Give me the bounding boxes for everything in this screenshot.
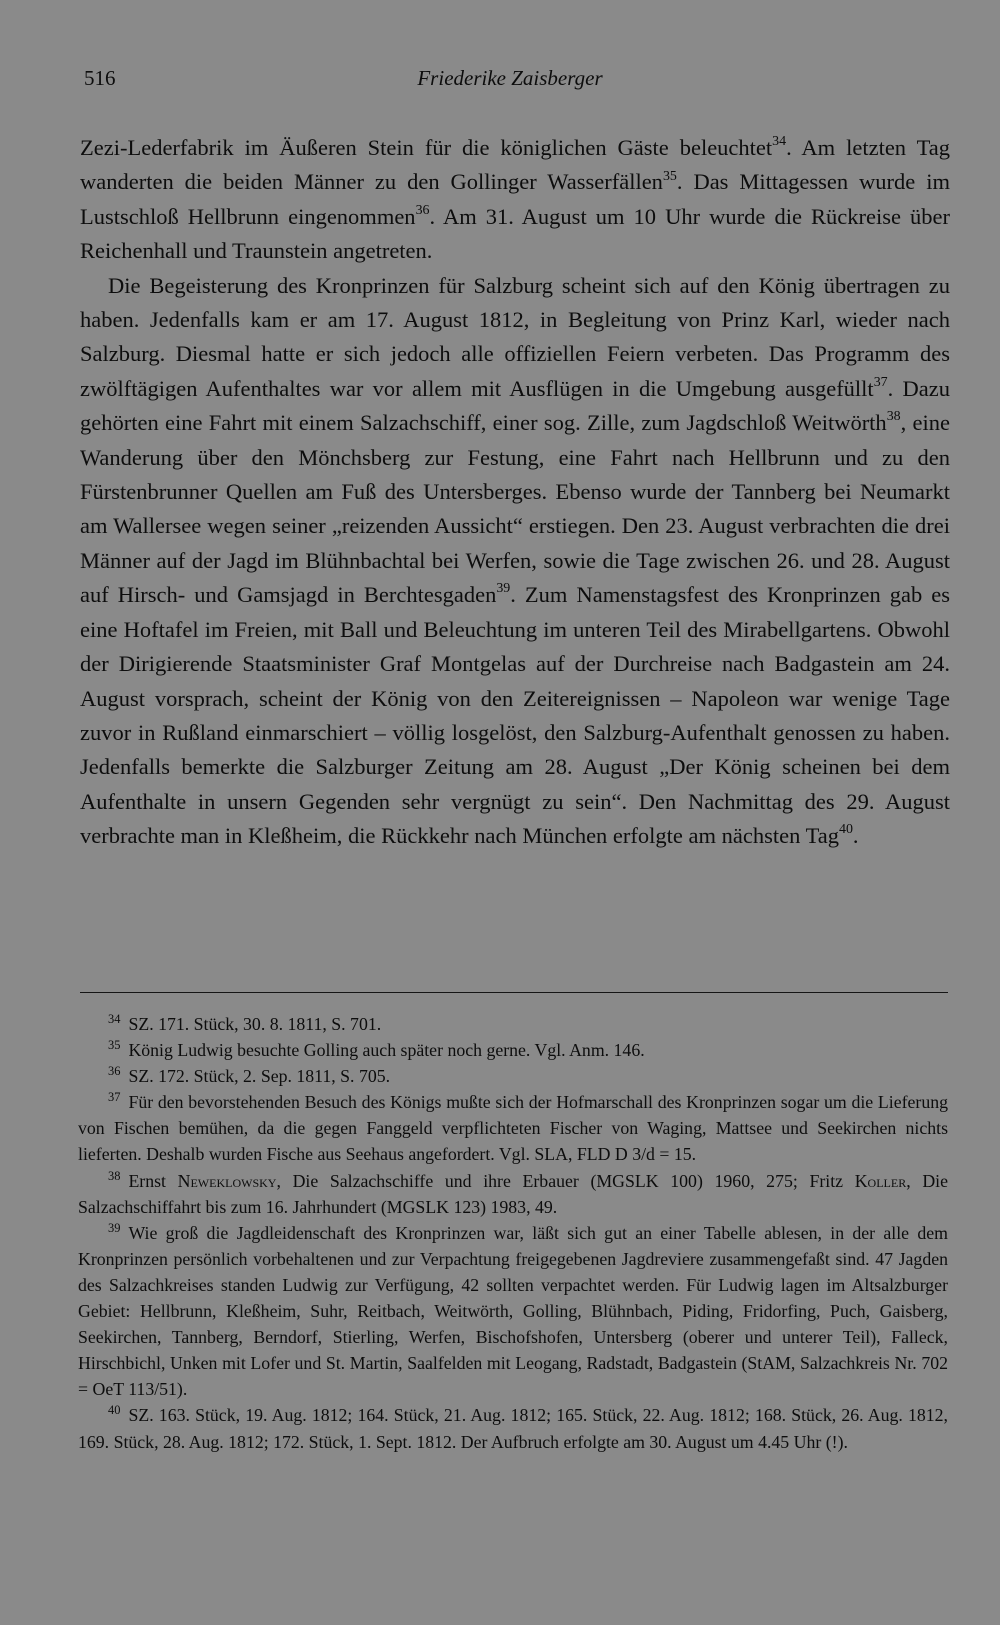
footnote-text: Für den bevorstehenden Besuch des Königs mußte sich der Hofmarschall des Kronprinzen sogar um die Lieferung von Fischen bemühen, da die gegen Fanggeld verpflichteten Fischer von Waging, Mattsee und Seekirchen nichts lieferten. Deshalb wurden Fische aus Seehaus angefordert. Vgl. SLA, FLD D 3/d = 15. bbox=[78, 1092, 948, 1165]
footnote-text: SZ. 163. Stück, 19. Aug. 1812; 164. Stück, 21. Aug. 1812; 165. Stück, 22. Aug. 1812; 168. Stück, 26. Aug. 1812, 169. Stück, 28. Aug. 1812; 172. Stück, 1. Sept. 1812. Der Aufbruch erfolgte am 30. August um 4.45 Uhr (!). bbox=[78, 1405, 948, 1452]
footnotes bbox=[78, 1011, 948, 1455]
footnote-number: 38 bbox=[108, 1168, 121, 1183]
footnote-text: , Die Salzachschiffe und ihre Erbauer (MGSLK 100) 1960, 275; Fritz bbox=[276, 1170, 855, 1191]
text-run: Die Begeisterung des Kronprinzen für Salzburg scheint sich auf den König übertragen zu haben. Jedenfalls kam er am 17. August 1812, in Begleitung von Prinz Karl, wieder nach Salzburg. Diesmal hatte er sich jedoch alle offiziellen Feiern verbeten. Das Programm des zwölftägigen Aufenthaltes war vor allem mit Ausflügen in die Umgebung ausgefüllt bbox=[80, 272, 950, 401]
text-run: . bbox=[852, 823, 859, 849]
footnote-number: 37 bbox=[108, 1090, 121, 1105]
footnote-ref-39: 39 bbox=[496, 581, 511, 597]
text-run: . Am 31. August um 10 Uhr wurde die Rückreise über Reichenhall und Traunstein angetreten. bbox=[80, 203, 950, 264]
footnote-ref-40: 40 bbox=[838, 822, 853, 838]
footnote-34 bbox=[78, 1011, 948, 1037]
footnote-38 bbox=[78, 1168, 948, 1220]
footnote-39 bbox=[78, 1220, 948, 1403]
footnote-35 bbox=[78, 1037, 948, 1063]
footnote-number: 39 bbox=[108, 1220, 121, 1235]
text-run: . Am letzten Tag wanderten die beiden Männer zu den Gollinger Wasserfällen bbox=[80, 135, 950, 195]
author-name: Neweklowsky bbox=[177, 1170, 277, 1191]
footnote-36 bbox=[78, 1063, 948, 1089]
text-run: , eine Wanderung über den Mönchsberg zur Festung, eine Fahrt nach Hellbrunn und zu den Fürstenbrunner Quellen am Fuß des Untersberges. Ebenso wurde der Tannberg bei Neumarkt am Wallersee wegen seiner „reizenden Aussicht“ erstiegen. Den 23. August verbrachten die drei Männer auf der Jagd im Blühnbachtal bei Werfen, sowie die Tage zwischen 26. und 28. August auf Hirsch- und Gamsjagd in Berchtesgaden bbox=[80, 410, 950, 608]
footnote-ref-35: 35 bbox=[662, 168, 677, 184]
footnote-ref-34: 34 bbox=[772, 134, 787, 150]
footnote-separator bbox=[80, 992, 948, 993]
text-run: . Zum Namenstagsfest des Kronprinzen gab es eine Hoftafel im Freien, mit Ball und Beleuchtung im unteren Teil des Mirabellgartens. Obwohl der Dirigierende Staatsminister Graf Montgelas auf der Durchreise nach Badgastein am 24. August vorsprach, scheint der König von den Zeitereignissen – Napoleon war wenige Tage zuvor in Rußland einmarschiert – völlig losgelöst, den Salzburg-Aufenthalt genossen zu haben. Jedenfalls bemerkte die Salzburger Zeitung am 28. August „Der König scheinen bei dem Aufenthalte in unsern Gegenden sehr vergnügt zu sein“. Den Nachmittag des 29. August verbrachte man in Kleßheim, die Rückkehr nach München erfolgte am nächsten Tag bbox=[80, 582, 950, 849]
text-run: . Das Mittagessen wurde im Lustschloß Hellbrunn eingenommen bbox=[80, 169, 950, 229]
text-run: . Dazu gehörten eine Fahrt mit einem Salzachschiff, einer sog. Zille, zum Jagdschloß Weitwörth bbox=[80, 375, 950, 436]
author-name: Koller bbox=[854, 1170, 907, 1191]
footnote-text: Ernst bbox=[128, 1170, 178, 1191]
footnote-ref-38: 38 bbox=[886, 409, 901, 425]
footnote-text: , Die Salzachschiffahrt bis zum 16. Jahrhundert (MGSLK 123) 1983, 49. bbox=[78, 1170, 948, 1217]
footnote-ref-36: 36 bbox=[415, 202, 430, 218]
main-text bbox=[80, 131, 950, 854]
footnote-number: 36 bbox=[108, 1064, 121, 1079]
footnote-text: König Ludwig besuchte Golling auch später noch gerne. Vgl. Anm. 146. bbox=[128, 1040, 645, 1061]
paragraph-2 bbox=[80, 269, 950, 854]
footnote-37 bbox=[78, 1089, 948, 1167]
footnote-number: 40 bbox=[108, 1403, 121, 1418]
running-head-author: Friederike Zaisberger bbox=[417, 66, 603, 90]
footnote-text: Wie groß die Jagdleidenschaft des Kronprinzen war, läßt sich gut an einer Tabelle ablesen, in der alle dem Kronprinzen persönlich vorbehaltenen und zur Verpachtung freigegebenen Jagdreviere zusammengefaßt sind. 47 Jagden des Salzachkreises standen Ludwig zur Verfügung, 42 sollten verpachtet werden. Für Ludwig lagen im Altsalzburger Gebiet: Hellbrunn, Kleßheim, Suhr, Reitbach, Weitwörth, Golling, Blühnbach, Piding, Fridorfing, Puch, Gaisberg, Seekirchen, Tannberg, Berndorf, Stierling, Werfen, Bischofshofen, Untersberg (oberer und unterer Teil), Falleck, Hirschbichl, Unken mit Lofer und St. Martin, Saalfelden mit Leogang, Radstadt, Badgastein (StAM, Salzachkreis Nr. 702 = OeT 113/51). bbox=[78, 1222, 948, 1400]
footnote-text: SZ. 172. Stück, 2. Sep. 1811, S. 705. bbox=[128, 1066, 391, 1087]
footnote-40 bbox=[78, 1402, 948, 1454]
footnote-text: SZ. 171. Stück, 30. 8. 1811, S. 701. bbox=[128, 1014, 382, 1034]
footnote-ref-37: 37 bbox=[873, 374, 888, 390]
footnote-number: 34 bbox=[108, 1012, 121, 1027]
page-header bbox=[84, 66, 936, 100]
text-run: Zezi-Lederfabrik im Äußeren Stein für die königlichen Gäste beleuchtet bbox=[80, 135, 773, 160]
footnote-number: 35 bbox=[108, 1038, 121, 1053]
page-number: 516 bbox=[84, 66, 116, 90]
paragraph-1 bbox=[80, 131, 950, 269]
